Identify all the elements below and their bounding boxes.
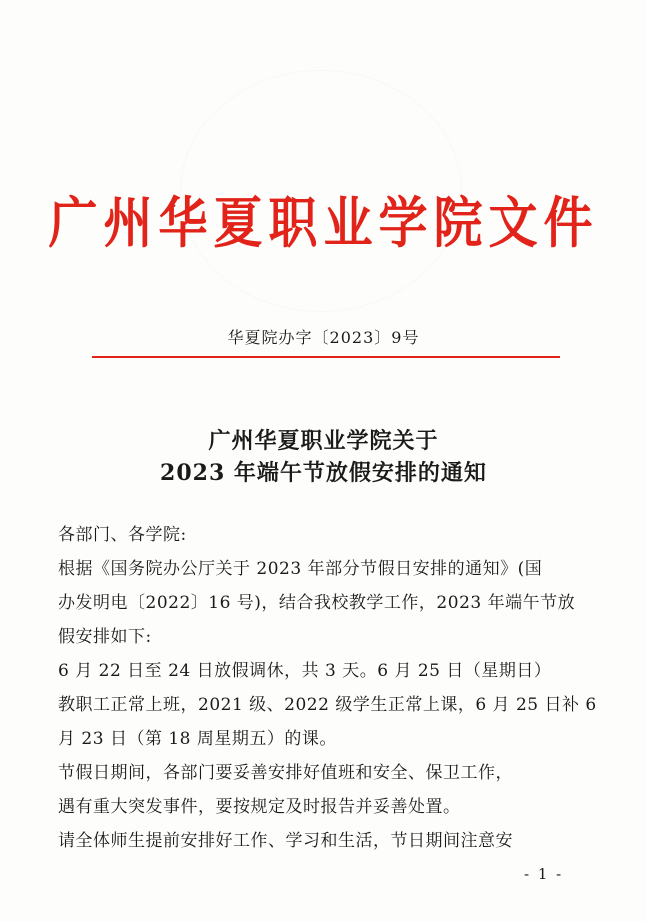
- issuer-header-title: 广州华夏职业学院文件: [48, 191, 599, 256]
- body-line: 月 23 日（第 18 周星期五）的课。: [58, 729, 337, 749]
- body-line: 办发明电〔2022〕16 号)，结合我校教学工作，2023 年端午节放: [58, 593, 576, 613]
- body-line: 遇有重大突发事件，要按规定及时报告并妥善处置。: [58, 797, 461, 817]
- notice-title-line-1: 广州华夏职业学院关于: [208, 428, 439, 454]
- red-divider-line: [92, 356, 560, 358]
- body-line: 6 月 22 日至 24 日放假调休，共 3 天。6 月 25 日（星期日）: [58, 661, 552, 681]
- page-number: - 1 -: [524, 865, 564, 883]
- document-number: 华夏院办字〔2023〕9号: [227, 328, 420, 347]
- body-line: 教职工正常上班，2021 级、2022 级学生正常上课，6 月 25 日补 6: [58, 695, 597, 715]
- body-line: 请全体师生提前安排好工作、学习和生活，节日期间注意安: [58, 831, 513, 851]
- body-line: 根据《国务院办公厅关于 2023 年部分节假日安排的通知》(国: [58, 559, 543, 579]
- body-line: 节假日期间，各部门要妥善安排好值班和安全、保卫工作，: [58, 763, 513, 783]
- salutation: 各部门、各学院:: [58, 525, 187, 545]
- notice-title-line-2: 2023 年端午节放假安排的通知: [160, 460, 487, 486]
- body-line: 假安排如下:: [58, 627, 152, 647]
